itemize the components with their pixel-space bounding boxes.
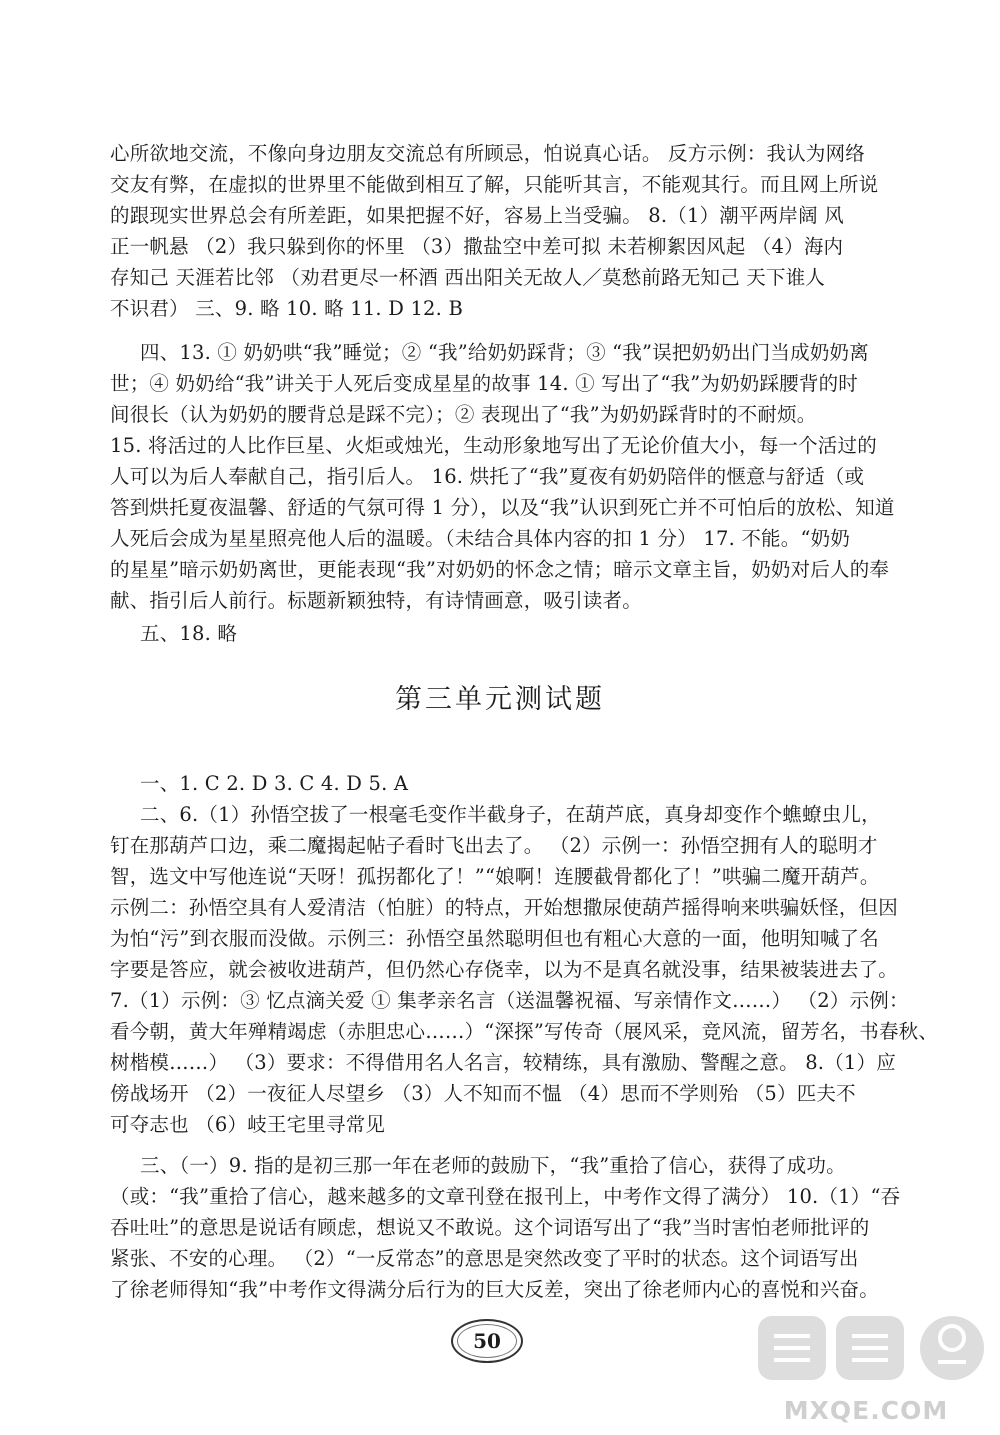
text-line: 一、1. C 2. D 3. C 4. D 5. A [140, 772, 409, 795]
text-line: 智，选文中写他连说“天呀！孤拐都化了！”“娘啊！连腰截骨都化了！”哄骗二魔开葫芦。 [110, 865, 880, 888]
text-line: 的跟现实世界总会有所差距，如果把握不好，容易上当受骗。 8.（1）潮平两岸阔 风 [110, 204, 844, 227]
text-line: 正一帆悬 （2）我只躲到你的怀里 （3）撒盐空中差可拟 未若柳絮因风起 （4）海内 [110, 235, 844, 258]
watermark-logo [756, 1312, 986, 1384]
text-line: 看今朝，黄大年殚精竭虑（赤胆忠心……）“深探”写传奇（展风采，竞风流，留芳名，书春秋、 [110, 1020, 939, 1043]
text-line: 傍战场开 （2）一夜征人尽望乡 （3）人不知而不愠 （4）思而不学则殆 （5）匹夫不 [110, 1082, 856, 1105]
text-line: 7.（1）示例：③ 忆点滴关爱 ① 集孝亲名言（送温馨祝福、写亲情作文……） （2）示例： [110, 989, 909, 1012]
text-line: 二、6.（1）孙悟空拔了一根毫毛变作半截身子，在葫芦底，真身却变作个蟭蟟虫儿， [140, 803, 881, 826]
section-title: 第三单元测试题 [395, 684, 605, 715]
watermark [746, 1312, 986, 1427]
text-line: 钉在那葫芦口边，乘二魔揭起帖子看时飞出去了。 （2）示例一：孙悟空拥有人的聪明才 [110, 834, 878, 857]
text-line: 人死后会成为星星照亮他人后的温暖。（未结合具体内容的扣 1 分） 17. 不能。“奶奶 [110, 527, 851, 550]
page-number-text: 50 [473, 1329, 501, 1353]
text-line: 树楷模……） （3）要求：不得借用名人名言，较精练，具有激励、警醒之意。 8.（1）应 [110, 1051, 896, 1074]
text-line: 四、13. ① 奶奶哄“我”睡觉；② “我”给奶奶踩背；③ “我”误把奶奶出门当成奶奶离 [140, 341, 869, 364]
text-line: 不识君） 三、9. 略 10. 略 11. D 12. B [110, 297, 463, 320]
text-line: 存知己 天涯若比邻 （劝君更尽一杯酒 西出阳关无故人／莫愁前路无知己 天下谁人 [110, 266, 826, 289]
text-line: 为怕“污”到衣服而没做。示例三：孙悟空虽然聪明但也有粗心大意的一面，他明知喊了名 [110, 927, 879, 950]
watermark-url: MXQE.COM [783, 1396, 949, 1425]
text-line: 交友有弊，在虚拟的世界里不能做到相互了解，只能听其言，不能观其行。而且网上所说 [110, 173, 879, 196]
text-line: 人可以为后人奉献自己，指引后人。 16. 烘托了“我”夏夜有奶奶陪伴的惬意与舒适（或 [110, 465, 865, 488]
text-line: 间很长（认为奶奶的腰背总是踩不完）；② 表现出了“我”为奶奶踩背时的不耐烦。 [110, 403, 817, 426]
text-line: 世；④ 奶奶给“我”讲关于人死后变成星星的故事 14. ① 写出了“我”为奶奶踩腰背的时 [110, 372, 858, 395]
text-line: 的星星”暗示奶奶离世，更能表现“我”对奶奶的怀念之情；暗示文章主旨，奶奶对后人的奉 [110, 558, 890, 581]
text-line: 可夺志也 （6）岐王宅里寻常见 [110, 1113, 386, 1136]
page-number [451, 1319, 523, 1363]
text-line: 心所欲地交流，不像向身边朋友交流总有所顾忌，怕说真心话。 反方示例：我认为网络 [110, 142, 865, 165]
text-line: 示例二：孙悟空具有人爱清洁（怕脏）的特点，开始想撒尿使葫芦摇得响来哄骗妖怪，但因 [110, 896, 899, 919]
text-line: 三、（一）9. 指的是初三那一年在老师的鼓励下，“我”重拾了信心，获得了成功。 [140, 1154, 846, 1177]
text-line: 答到烘托夏夜温馨、舒适的气氛可得 1 分），以及“我”认识到死亡并不可怕后的放松、知道 [110, 496, 895, 519]
text-line: 献、指引后人前行。标题新颖独特，有诗情画意，吸引读者。 [110, 589, 642, 612]
text-line: 15. 将活过的人比作巨星、火炬或烛光，生动形象地写出了无论价值大小，每一个活过的 [110, 434, 877, 457]
text-line: 五、18. 略 [140, 622, 238, 645]
text-line: （或：“我”重拾了信心，越来越多的文章刊登在报刊上，中考作文得了满分） 10.（1）“吞 [110, 1185, 901, 1208]
text-line: 了徐老师得知“我”中考作文得满分后行为的巨大反差，突出了徐老师内心的喜悦和兴奋。 [110, 1278, 879, 1301]
text-line: 字要是答应，就会被收进葫芦，但仍然心存侥幸，以为不是真名就没事，结果被装进去了。 [110, 958, 899, 981]
text-line: 紧张、不安的心理。 （2）“一反常态”的意思是突然改变了平时的状态。这个词语写出 [110, 1247, 859, 1270]
text-line: 吞吐吐”的意思是说话有顾虑，想说又不敢说。这个词语写出了“我”当时害怕老师批评的 [110, 1216, 870, 1239]
